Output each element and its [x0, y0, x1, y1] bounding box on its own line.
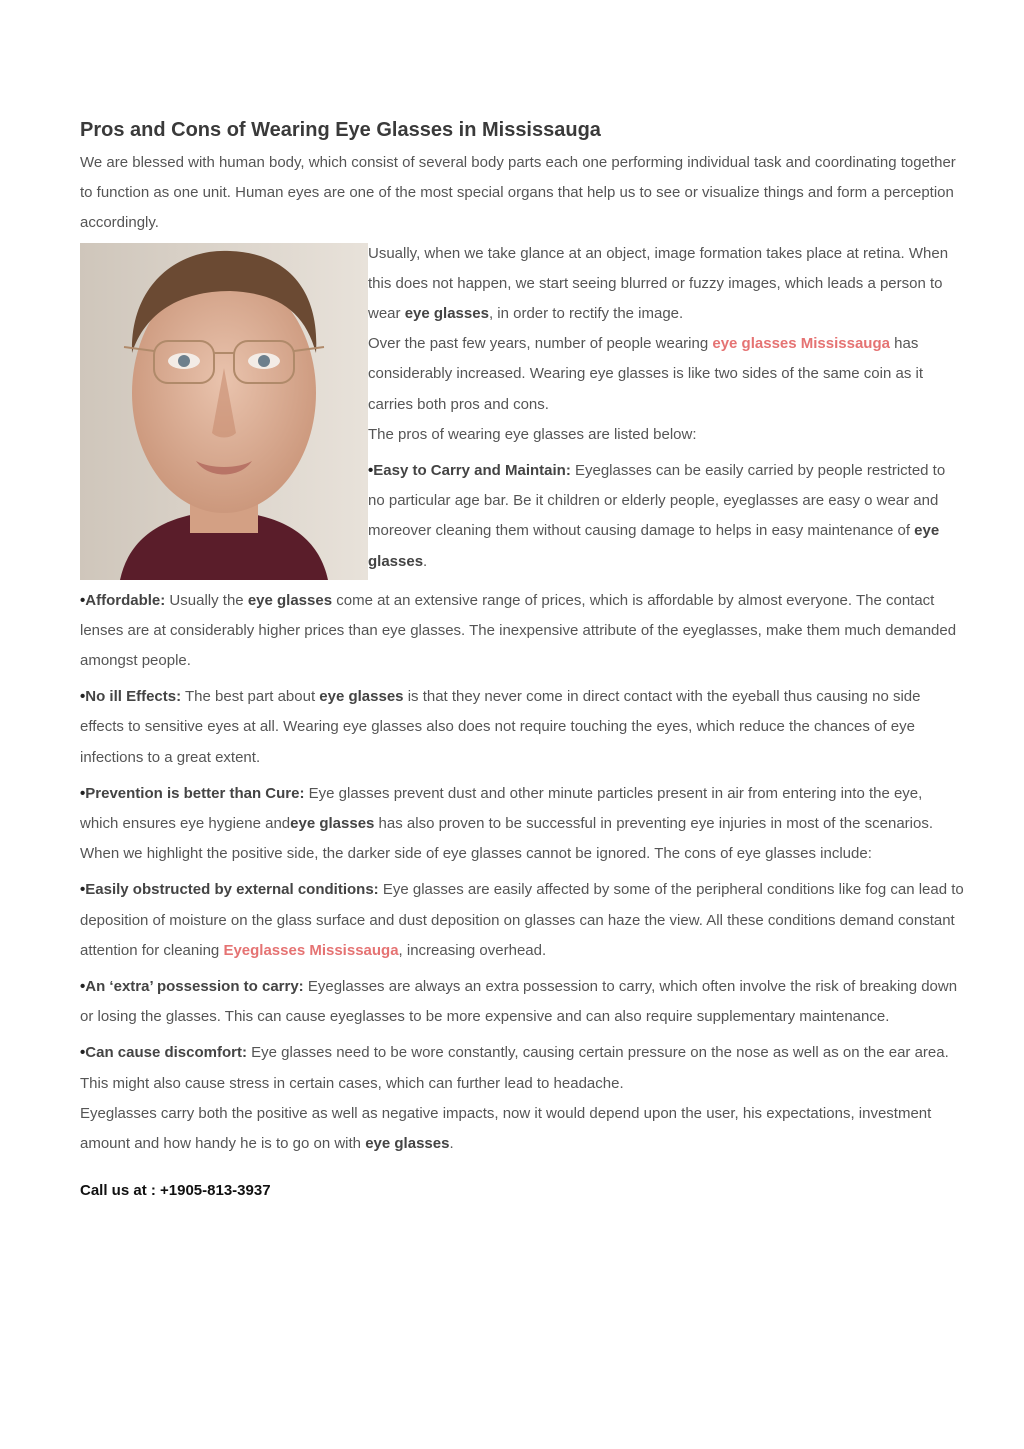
bullet-icon: • [80, 688, 86, 706]
bullet-icon: • [80, 784, 86, 802]
portrait-illustration [80, 243, 368, 580]
con-item-extra-possession: •An ‘extra’ possession to carry: Eyeglasses are always an extra possession to carry, which often involve the risk of breaking down or losing the glasses. This can cause eyeglasses to be more expensive and can also require supplementary maintenance. [80, 978, 958, 1026]
eyeglasses-mississauga-link[interactable]: Eyeglasses Mississauga [223, 941, 399, 959]
pros-intro: The pros of wearing eye glasses are listed below: [368, 425, 697, 443]
article [80, 116, 964, 1203]
pro-item-carry-maintain: •Easy to Carry and Maintain: Eyeglasses can be easily carried by people restricted to no particular age bar. Be it children or elderly people, eyeglasses are easy o wear and moreover cleaning them without causing damage to helps in easy maintenance of eye glasses. [368, 462, 946, 570]
bullet-icon: • [368, 462, 374, 480]
bullet-icon: • [80, 591, 86, 609]
bullet-icon: • [80, 881, 86, 899]
con-item-obstructed: •Easily obstructed by external conditions: Eye glasses are easily affected by some of the peripheral conditions like fog can lead to deposition of moisture on the glass surface and dust deposition on glasses can haze the view. All these conditions demand constant attention for cleaning Eyeglasses Mississauga, increasing overhead. [80, 881, 964, 959]
page-title: Pros and Cons of Wearing Eye Glasses in Mississauga [80, 119, 601, 141]
retina-paragraph: Usually, when we take glance at an object, image formation takes place at retina. When this does not happen, we start seeing blurred or fuzzy images, which leads a person to wear eye glasses, in order to rectify the image. [368, 244, 949, 323]
increase-paragraph: Over the past few years, number of people wearing eye glasses Mississauga has considerably increased. Wearing eye glasses is like two sides of the same coin as it carries both pros and cons. [368, 335, 923, 413]
conclusion-paragraph: Eyeglasses carry both the positive as well as negative impacts, now it would depend upon the user, his expectations, investment amount and how handy he is to go on with eye glasses. [80, 1104, 932, 1153]
pro-item-affordable: •Affordable: Usually the eye glasses come at an extensive range of prices, which is affordable by almost everyone. The contact lenses are at considerably higher prices than eye glasses. The inexpensive attribute of the eyeglasses, make them much demanded amongst people. [80, 591, 957, 670]
bullet-icon: • [80, 978, 86, 996]
man-wearing-glasses-photo [80, 243, 368, 580]
bullet-icon: • [80, 1044, 86, 1062]
call-us-phone: Call us at : +1905-813-3937 [80, 1182, 271, 1200]
eye-glasses-keyword: eye glasses [404, 305, 489, 323]
eye-glasses-mississauga-link[interactable]: eye glasses Mississauga [712, 335, 890, 353]
con-item-discomfort: •Can cause discomfort: Eye glasses need to be wore constantly, causing certain pressure on the nose as well as on the ear area. This might also cause stress in certain cases, which can further lead to headache. [80, 1044, 949, 1092]
pro-item-prevention: •Prevention is better than Cure: Eye glasses prevent dust and other minute particles present in air from entering into the eye, which ensures eye hygiene andeye glasses has also proven to be successful in preventing eye injuries in most of the scenarios. [80, 784, 934, 833]
cons-intro: When we highlight the positive side, the darker side of eye glasses cannot be ignored. The cons of eye glasses include: [80, 845, 872, 863]
intro-paragraph: We are blessed with human body, which consist of several body parts each one performing individual task and coordinating together to function as one unit. Human eyes are one of the most special organs that help us to see or visualize things and form a perception accordingly. [80, 154, 956, 232]
pro-item-no-ill-effects: •No ill Effects: The best part about eye glasses is that they never come in direct contact with the eyeball thus causing no side effects to sensitive eyes at all. Wearing eye glasses also does not require touching the eyes, which reduce the chances of eye infections to a great extent. [80, 688, 921, 766]
